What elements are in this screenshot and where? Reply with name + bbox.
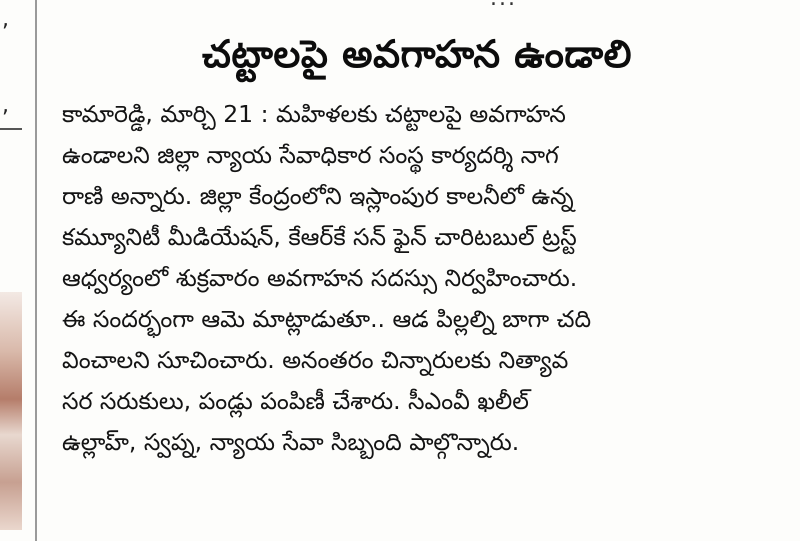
article-line: ఉండాలని జిల్లా న్యాయ సేవాధికార సంస్థ కార్యదర్శి నాగ [62,141,559,169]
article-line: కమ్యూనిటీ మీడియేషన్, కేఆర్‌కే సన్ ఫైన్ చారిటబుల్ ట్రస్ట్ [62,223,577,251]
adjacent-photo [0,292,22,530]
article-body [62,94,742,463]
adjacent-text-fragment: , [2,7,9,32]
divider [0,128,22,130]
article-line: ఆధ్వర్యంలో శుక్రవారం అవగాహన సదస్సు నిర్వహించారు. [62,264,578,292]
adjacent-column [0,0,30,541]
article-line: ఉల్లాహ్, స్వప్న, న్యాయ సేవా సిబ్బంది పాల్గొన్నారు. [62,428,520,456]
article-line: రాణి అన్నారు. జిల్లా కేంద్రంలోని ఇస్లాంపుర కాలనీలో ఉన్న [62,182,574,210]
article-line: వించాలని సూచించారు. అనంతరం చిన్నారులకు నిత్యావ [62,346,569,374]
article-line: సర సరుకులు, పండ్లు పంపిణీ చేశారు. సీఎంవీ ఖలీల్ [62,387,529,415]
adjacent-text-fragment: , [2,93,9,118]
previous-article-fragment [490,0,517,11]
news-article [62,28,742,463]
article-line: కామారెడ్డి, మార్చి 21 : మహిళలకు చట్టాలపై అవగాహన [62,100,566,128]
column-divider [35,0,37,541]
article-line: ఈ సందర్భంగా ఆమె మాట్లాడుతూ.. ఆడ పిల్లల్ని బాగా చది [62,305,592,333]
article-headline: చట్టాలపై అవగాహన ఉండాలి [201,32,633,76]
